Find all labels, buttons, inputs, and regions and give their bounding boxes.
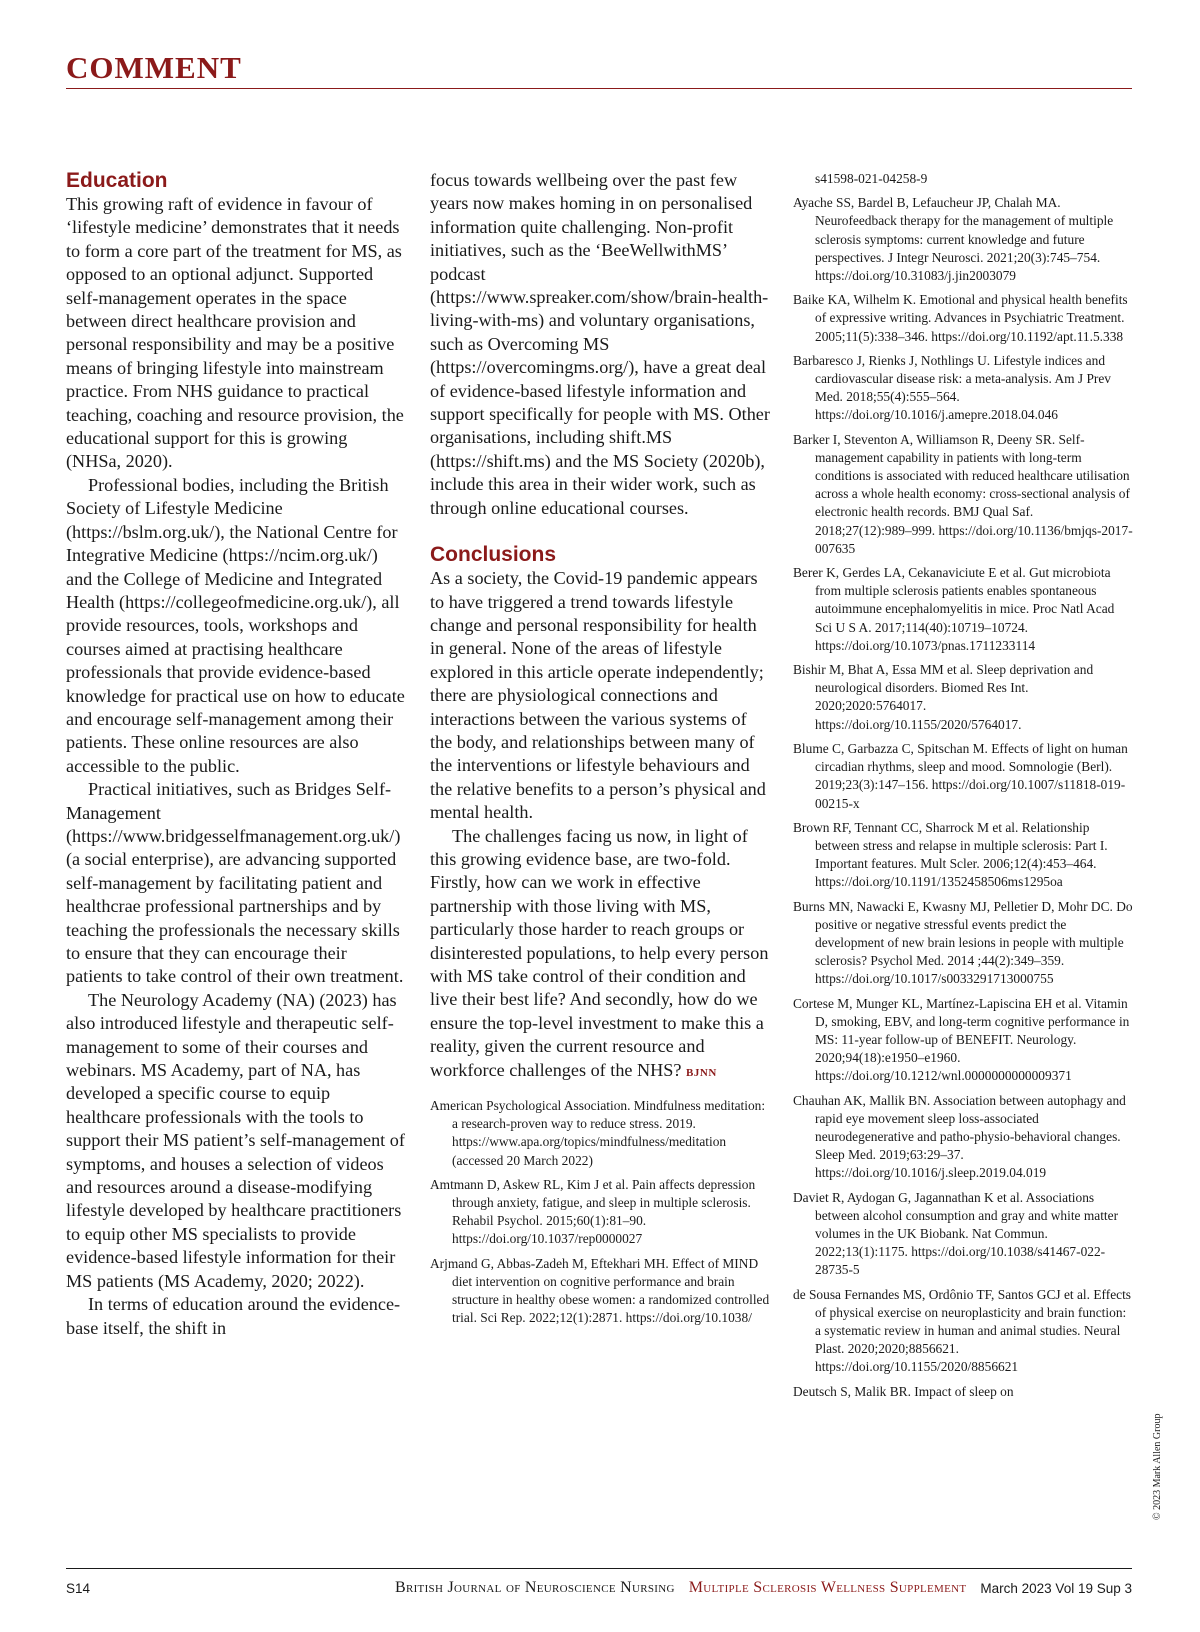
education-paragraph-3: Practical initiatives, such as Bridges Self-Management (https://www.bridgesselfmanagement.org.uk/) (a social enterprise), are advancing supported self-management by facilitating patient and healthcrae professional partnerships and by teaching the professionals the necessary skills to ensure that they can encourage their patients to take control of their own treatment.: [66, 779, 404, 987]
end-mark: BJNN: [686, 1066, 717, 1079]
conclusions-paragraph-2-text: The challenges facing us now, in light of this growing evidence base, are two-fold. Firstly, how can we work in effective partnership with those living with MS, particularly those harder to reach groups or disinterested populations, to help every person with MS take control of their condition and live their best life? And secondly, how do we ensure the top-level investment to make this a reality, given the current resource and workforce challenges of the NHS?: [430, 825, 769, 1080]
reference-item: Cortese M, Munger KL, Martínez-Lapiscina EH et al. Vitamin D, smoking, EBV, and long-term cognitive performance in MS: 11-year follow-up of BENEFIT. Neurology. 2020;94(18):e1950–e1960. https://doi.org/10.1212/wnl.0000000000009371: [793, 995, 1130, 1084]
footer-divider: [66, 1568, 1132, 1569]
page-number: S14: [66, 1580, 91, 1596]
conclusions-heading: Conclusions: [430, 543, 557, 567]
column-1: [66, 169, 406, 1340]
conclusions-paragraph-1: As a society, the Covid-19 pandemic appears to have triggered a trend towards lifestyle change and personal responsibility for health in general. None of the areas of lifestyle explored in this article operate independently; there are physiological connections and interactions between the various systems of the body, and relationships between many of the interventions or lifestyle behaviours and the relative benefits to a person’s physical and mental health.: [430, 568, 766, 823]
reference-item: Baike KA, Wilhelm K. Emotional and physical health benefits of expressive writing. Advances in Psychiatric Treatment. 2005;11(5):338–346. https://doi.org/10.1192/apt.11.5.338: [793, 292, 1128, 344]
reference-item: de Sousa Fernandes MS, Ordônio TF, Santos GCJ et al. Effects of physical exercise on neuroplasticity and brain function: a systematic review in human and animal studies. Neural Plast. 2020;2020;8856621. https://doi.org/10.1155/2020/8856621: [793, 1286, 1132, 1375]
supplement-name: Multiple Sclerosis Wellness Supplement: [688, 1579, 967, 1596]
journal-name: British Journal of Neuroscience Nursing: [394, 1579, 675, 1596]
reference-list-column-3: [793, 170, 1133, 1401]
reference-list-column-2: [430, 1097, 770, 1327]
education-paragraph-1: This growing raft of evidence in favour of ‘lifestyle medicine’ demonstrates that it needs to form a core part of the treatment for MS, as opposed to an optional adjunct. Supported self-management operates in the space between direct healthcare provision and personal responsibility and may be a positive means of bringing lifestyle into mainstream practice. From NHS guidance to practical teaching, coaching and resource provision, the educational support for this is growing (NHSa, 2020).: [66, 194, 404, 472]
reference-item: Blume C, Garbazza C, Spitschan M. Effects of light on human circadian rhythms, sleep and mood. Somnologie (Berl). 2019;23(3):147–156. https://doi.org/10.1007/s11818-019-00215-x: [793, 740, 1128, 811]
reference-item: American Psychological Association. Mindfulness meditation: a research-proven way to reduce stress. 2019. https://www.apa.org/topics/mindfulness/meditation (accessed 20 March 2022): [430, 1098, 766, 1168]
section-label: COMMENT: [66, 50, 242, 85]
reference-item: Barbaresco J, Rienks J, Nothlings U. Lifestyle indices and cardiovascular disease risk: a meta-analysis. Am J Prev Med. 2018;55(4):555–564. https://doi.org/10.1016/j.amepre.2018.04.046: [793, 352, 1111, 423]
reference-item: Berer K, Gerdes LA, Cekanaviciute E et al. Gut microbiota from multiple sclerosis patients enables spontaneous autoimmune encephalomyelitis in mice. Proc Natl Acad Sci U S A. 2017;114(40):10719–10724. https://doi.org/10.1073/pnas.1711233114: [793, 565, 1115, 653]
education-paragraph-continued: focus towards wellbeing over the past few years now makes homing in on personalised information quite challenging. Non-profit initiatives, such as the ‘BeeWellwithMS’ podcast (https://www.spreaker.com/show/brain-health-living-with-ms) and voluntary organisations, such as Overcoming MS (https://overcomingms.org/), have a great deal of evidence-based lifestyle information and support specifically for people with MS. Other organisations, including shift.MS (https://shift.ms) and the MS Society (2020b), include this area in their wider work, such as through online educational courses.: [430, 170, 770, 518]
reference-item: Barker I, Steventon A, Williamson R, Deeny SR. Self-management capability in patients with long-term conditions is associated with reduced healthcare utilisation across a whole health economy: cross-sectional analysis of electronic health records. BMJ Qual Saf. 2018;27(12):989–999. https://doi.org/10.1136/bmjqs-2017-007635: [793, 431, 1133, 556]
column-3: [793, 170, 1133, 1407]
reference-item: Brown RF, Tennant CC, Sharrock M et al. Relationship between stress and relapse in multiple sclerosis: Part I. Important features. Mult Scler. 2006;12(4):453–464. https://doi.org/10.1191/1352458506ms1295oa: [793, 819, 1108, 890]
education-paragraph-5: In terms of education around the evidence-base itself, the shift in: [66, 1294, 401, 1338]
reference-item: Chauhan AK, Mallik BN. Association between autophagy and rapid eye movement sleep loss-associated neurodegenerative and patho-physio-behavioral changes. Sleep Med. 2019;63:29–37. https://doi.org/10.1016/j.sleep.2019.04.019: [793, 1092, 1126, 1181]
reference-item: Burns MN, Nawacki E, Kwasny MJ, Pelletier D, Mohr DC. Do positive or negative stressful events predict the development of new brain lesions in people with multiple sclerosis? Psychol Med. 2014 ;44(2):349–359. https://doi.org/10.1017/s0033291713000755: [793, 898, 1133, 987]
reference-item: Arjmand G, Abbas-Zadeh M, Eftekhari MH. Effect of MIND diet intervention on cognitive performance and brain structure in healthy obese women: a randomized controlled trial. Sci Rep. 2022;12(1):2871. https://doi.org/10.1038/: [430, 1255, 770, 1326]
page-footer: [66, 1577, 1132, 1599]
issue-info: March 2023 Vol 19 Sup 3: [980, 1580, 1132, 1596]
reference-item: Deutsch S, Malik BR. Impact of sleep on: [793, 1383, 1014, 1399]
education-paragraph-2: Professional bodies, including the British Society of Lifestyle Medicine (https://bslm.org.uk/), the National Centre for Integrative Medicine (https://ncim.org.uk/) and the College of Medicine and Integrated Health (https://collegeofmedicine.org.uk/), all provide resources, tools, workshops and courses aimed at practising healthcare professionals that provide evidence-based knowledge for practical use on how to educate and encourage self-management among their patients. These online resources are also accessible to the public.: [66, 474, 405, 776]
reference-item: Ayache SS, Bardel B, Lefaucheur JP, Chalah MA. Neurofeedback therapy for the management of multiple sclerosis symptoms: current knowledge and future perspectives. J Integr Neurosci. 2021;20(3):745–754. https://doi.org/10.31083/j.jin2003079: [793, 195, 1114, 284]
conclusions-paragraph-2: [430, 825, 770, 1085]
reference-item: Bishir M, Bhat A, Essa MM et al. Sleep deprivation and neurological disorders. Biomed Res Int. 2020;2020:5764017. https://doi.org/10.1155/2020/5764017.: [793, 662, 1094, 732]
education-paragraph-4: The Neurology Academy (NA) (2023) has also introduced lifestyle and therapeutic self-management to some of their courses and webinars. MS Academy, part of NA, has developed a specific course to equip healthcare professionals with the tools to support their MS patient’s self-management of symptoms, and houses a selection of videos and resources around a disease-modifying lifestyle developed by healthcare practitioners to equip other MS specialists to provide evidence-based lifestyle information for their MS patients (MS Academy, 2020; 2022).: [66, 989, 405, 1291]
reference-continuation: s41598-021-04258-9: [815, 171, 928, 186]
reference-item: Daviet R, Aydogan G, Jagannathan K et al. Associations between alcohol consumption and gray and white matter volumes in the UK Biobank. Nat Commun. 2022;13(1):1175. https://doi.org/10.1038/s41467-022-28735-5: [793, 1189, 1119, 1278]
reference-item: Amtmann D, Askew RL, Kim J et al. Pain affects depression through anxiety, fatigue, and sleep in multiple sclerosis. Rehabil Psychol. 2015;60(1):81–90. https://doi.org/10.1037/rep0000027: [430, 1176, 756, 1247]
education-heading: Education: [66, 169, 168, 192]
column-2: [430, 169, 770, 1333]
header-divider: [66, 88, 1132, 89]
copyright-notice: © 2023 Mark Allen Group: [1152, 1413, 1163, 1520]
